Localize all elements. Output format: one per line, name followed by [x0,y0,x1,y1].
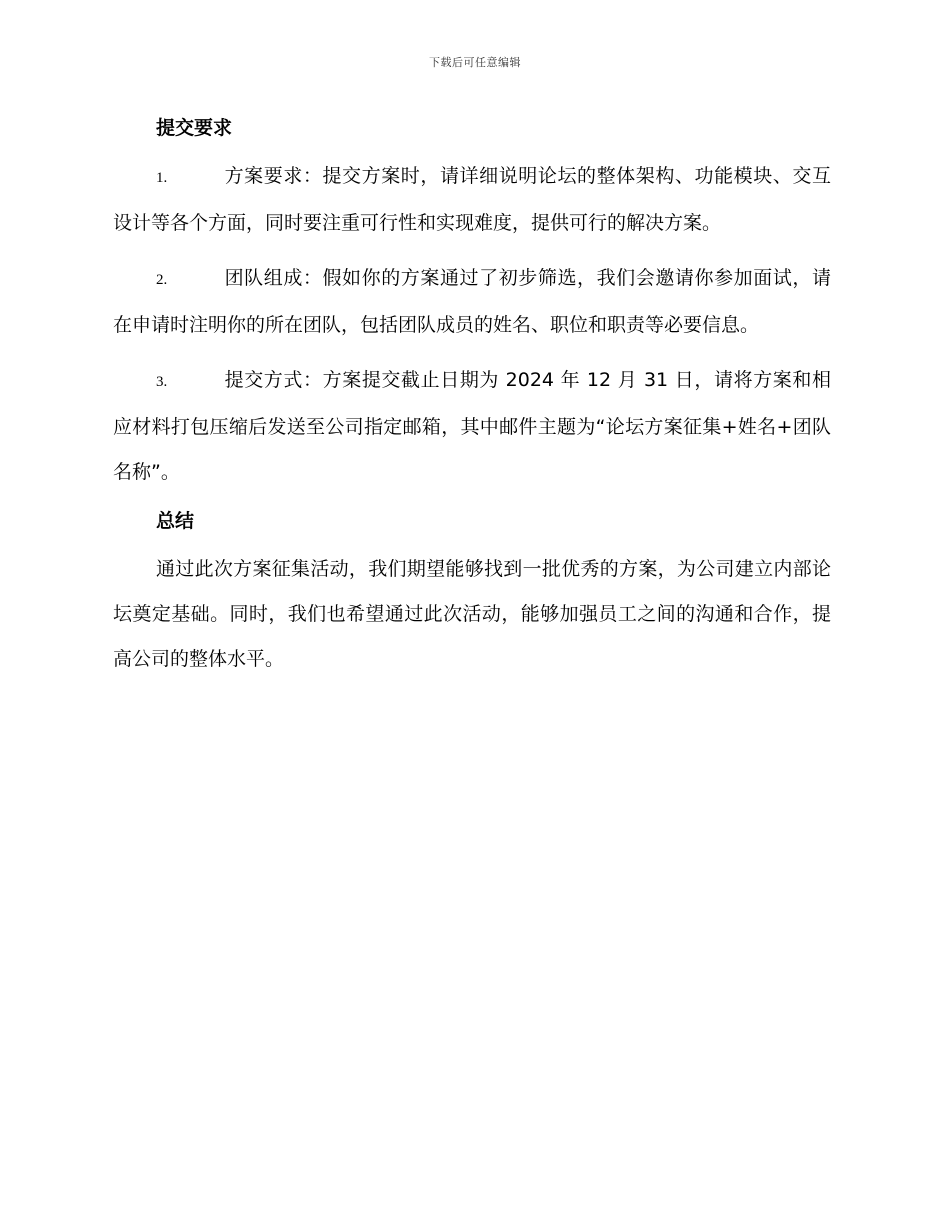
list-item-number: 1. [156,170,168,186]
list-item-number: 3. [156,374,168,390]
list-item-text: 方案要求：提交方案时，请详细说明论坛的整体架构、功能模块、交互设计等各个方面，同时要注重可行性和实现难度，提供可行的解决方案。 [113,165,831,234]
list-item [113,256,831,348]
summary-paragraph: 通过此次方案征集活动，我们期望能够找到一批优秀的方案，为公司建立内部论坛奠定基础。同时，我们也希望通过此次活动，能够加强员工之间的沟通和合作，提高公司的整体水平。 [113,558,831,670]
list-item-number: 2. [156,272,168,288]
document-body [113,112,831,682]
list-item-text: 提交方式：方案提交截止日期为 2024 年 12 月 31 日，请将方案和相应材料打包压缩后发送至公司指定邮箱，其中邮件主题为“论坛方案征集+姓名+团队名称”。 [113,369,831,483]
section-heading-submission-requirements: 提交要求 [156,117,233,139]
list-item [113,358,831,495]
page-header: 下载后可任意编辑 [429,56,521,69]
section-heading-summary: 总结 [156,510,195,532]
list-item [113,154,831,246]
list-item-text: 团队组成：假如你的方案通过了初步筛选，我们会邀请你参加面试，请在申请时注明你的所在团队，包括团队成员的姓名、职位和职责等必要信息。 [113,267,831,336]
